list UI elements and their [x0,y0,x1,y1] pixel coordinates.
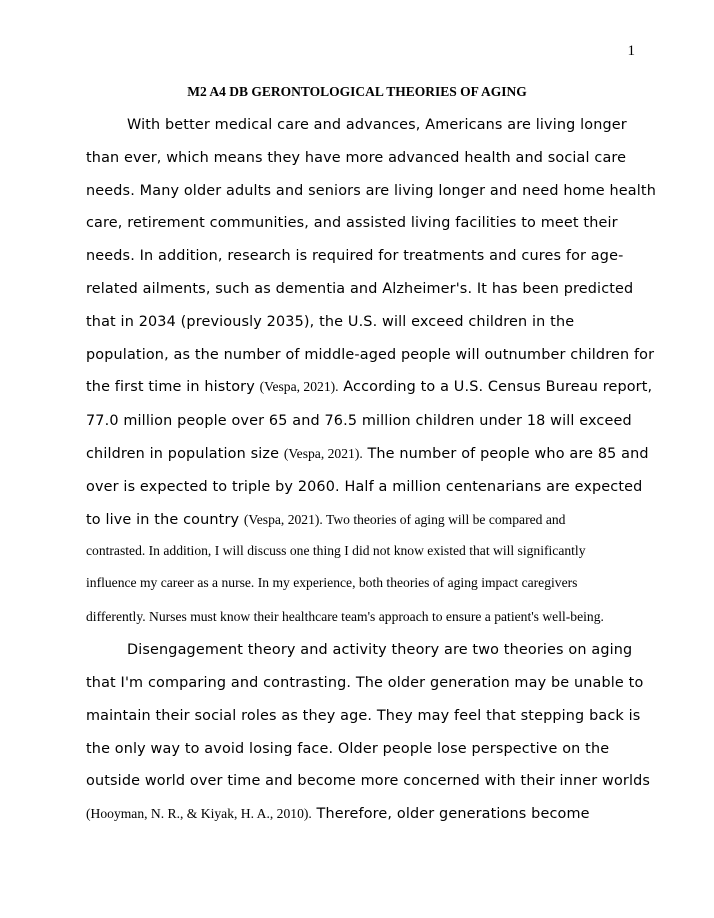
text-line: contrasted. In addition, I will discuss one thing I did not know existed that will significantly [86,543,586,558]
text-line: outside world over time and become more concerned with their inner worlds [86,773,651,789]
text-line: needs. In addition, research is required for treatments and cures for age- [86,248,624,264]
text-line [86,804,590,824]
text-line: differently. Nurses must know their healthcare team's approach to ensure a patient's well-being. [86,609,604,624]
text-line: that I'm comparing and contrasting. The older generation may be unable to [86,675,644,691]
text-line: influence my career as a nurse. In my experience, both theories of aging impact caregivers [86,575,578,590]
text-line: over is expected to triple by 2060. Half a million centenarians are expected [86,479,643,495]
text-line: than ever, which means they have more advanced health and social care [86,150,627,166]
text-line: population, as the number of middle-aged people will outnumber children for [86,347,655,363]
citation: (Hooyman, N. R., & Kiyak, H. A., 2010). [86,806,312,821]
text-span: to live in the country [86,512,244,528]
document-title: M2 A4 DB GERONTOLOGICAL THEORIES OF AGING [187,84,527,99]
text-line: 77.0 million people over 65 and 76.5 million children under 18 will exceed [86,413,632,429]
text-line [86,377,652,397]
citation: (Vespa, 2021). Two theories of aging will be compared and [243,512,566,527]
text-line [86,444,649,464]
page-number: 1 [627,43,635,59]
text-line: Disengagement theory and activity theory are two theories on aging [127,642,633,658]
citation: (Vespa, 2021). [259,379,339,394]
text-line: related ailments, such as dementia and Alzheimer's. It has been predicted [86,281,634,297]
text-span: According to a U.S. Census Bureau report, [338,379,653,395]
text-span: Therefore, older generations become [311,806,590,822]
text-line [86,510,565,530]
text-span: the first time in history [86,379,260,395]
text-span: children in population size [86,446,284,462]
text-line: maintain their social roles as they age. They may feel that stepping back is [86,708,641,724]
text-span: The number of people who are 85 and [362,446,649,462]
text-line: the only way to avoid losing face. Older people lose perspective on the [86,741,610,757]
text-line: needs. Many older adults and seniors are living longer and need home health [86,183,656,199]
text-line: care, retirement communities, and assisted living facilities to meet their [86,215,618,231]
text-line: that in 2034 (previously 2035), the U.S. will exceed children in the [86,314,575,330]
text-line: With better medical care and advances, Americans are living longer [127,117,627,133]
citation: (Vespa, 2021). [283,446,363,461]
